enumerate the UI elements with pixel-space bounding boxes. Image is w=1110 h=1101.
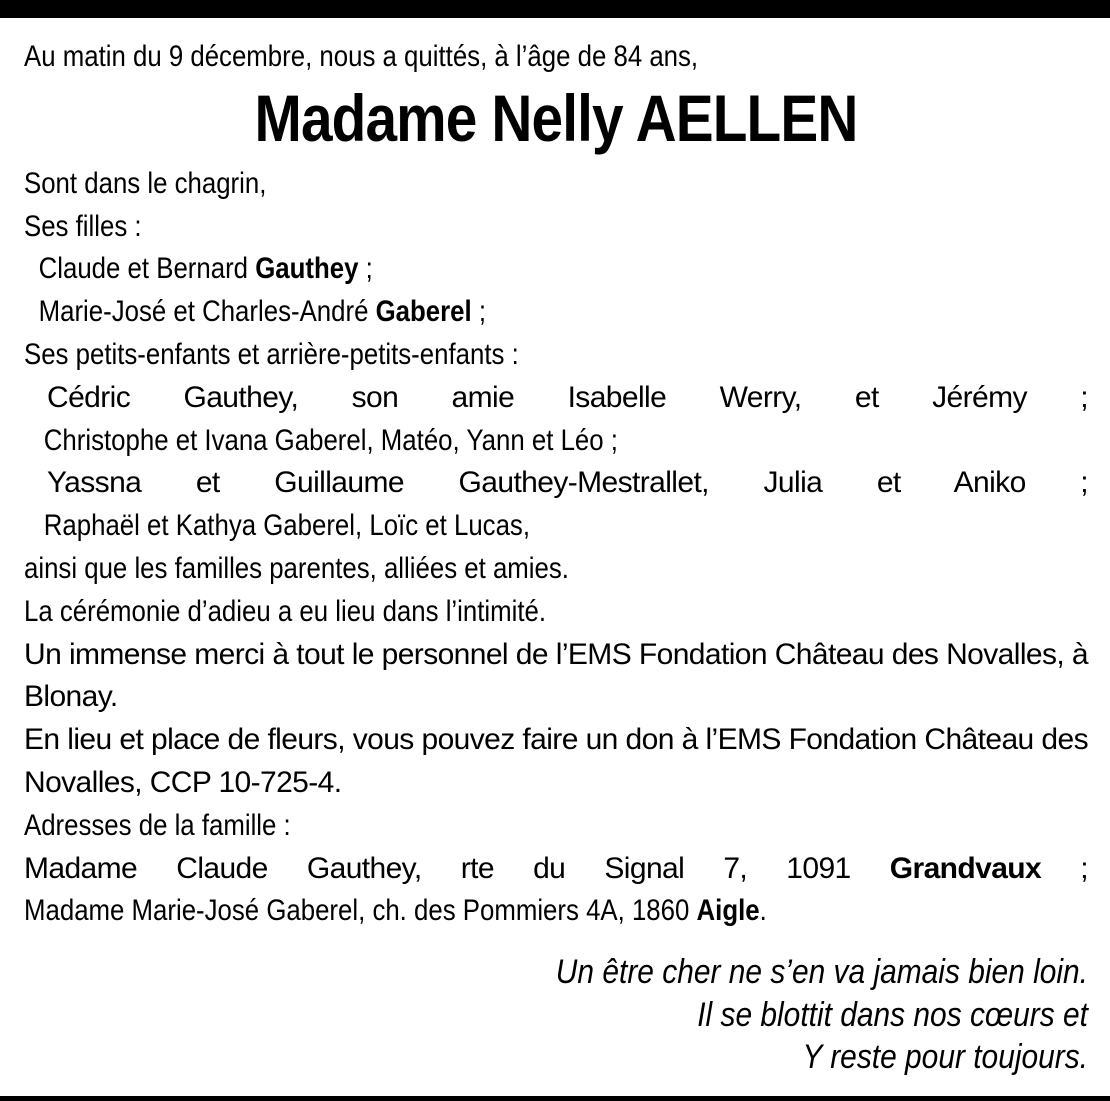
address-city: Aigle (696, 894, 760, 928)
thanks-paragraph: Un immense merci à tout le personnel de l’EMS Fondation Château des Novalles, à Blonay. (24, 637, 1088, 714)
deceased-name: Madame Nelly AELLEN (254, 80, 858, 155)
poem-line: Y reste pour toujours. (802, 1038, 1088, 1077)
families-line: ainsi que les familles parentes, alliées et amies. (24, 551, 569, 585)
poem-line: Un être cher ne s’en va jamais bien loin. (555, 953, 1088, 992)
daughter-first-names: Marie-José et Charles-André (38, 295, 369, 329)
address-entry (24, 890, 939, 933)
grandchildren-line: Raphaël et Kathya Gaberel, Loïc et Lucas, (43, 509, 530, 543)
daughter-entry (24, 248, 939, 291)
daughter-first-names: Claude et Bernard (38, 252, 249, 286)
daughter-surname: Gauthey (255, 252, 359, 286)
grandchildren-group (24, 462, 1088, 505)
daughter-surname: Gaberel (375, 295, 472, 329)
intro-line: Au matin du 9 décembre, nous a quittés, à l’âge de 84 ans, (24, 40, 699, 73)
addresses-heading: Adresses de la famille : (24, 808, 291, 842)
closing-poem (24, 951, 1088, 1079)
grandchildren-heading: Ses petits-enfants et arrière-petits-enfants : (24, 337, 519, 371)
address-city: Grandvaux (889, 851, 1042, 885)
poem-line: Il se blottit dans nos cœurs et (697, 995, 1088, 1034)
daughter-punct: ; (358, 252, 373, 286)
grandchildren-group (24, 377, 1088, 420)
address-entry (24, 848, 1088, 891)
bottom-border-rule (0, 1096, 1110, 1101)
grandchildren-line: Christophe et Ivana Gaberel, Matéo, Yann et Léo ; (43, 423, 618, 457)
daughter-punct: ; (471, 295, 487, 329)
address-text: Madame Marie-José Gaberel, ch. des Pommiers 4A, 1860 (24, 894, 697, 928)
grief-line: Sont dans le chagrin, (24, 166, 267, 200)
grandchildren-line: Yassna et Guillaume Gauthey-Mestrallet, Julia et Aniko ; (47, 466, 1088, 500)
address-text: Madame Claude Gauthey, rte du Signal 7, 1091 (24, 851, 890, 885)
daughter-entry (24, 291, 939, 334)
ceremony-line: La cérémonie d’adieu a eu lieu dans l’intimité. (24, 594, 547, 628)
death-notice (24, 36, 1088, 1079)
top-border-rule (0, 0, 1110, 18)
address-punct: ; (1041, 851, 1088, 885)
daughters-heading: Ses filles : (24, 209, 142, 243)
donation-paragraph: En lieu et place de fleurs, vous pouvez faire un don à l’EMS Fondation Château des Novalles, CCP 10-725-4. (24, 723, 1088, 799)
grandchildren-line: Cédric Gauthey, son amie Isabelle Werry, et Jérémy ; (47, 380, 1088, 414)
address-punct: . (759, 894, 767, 928)
